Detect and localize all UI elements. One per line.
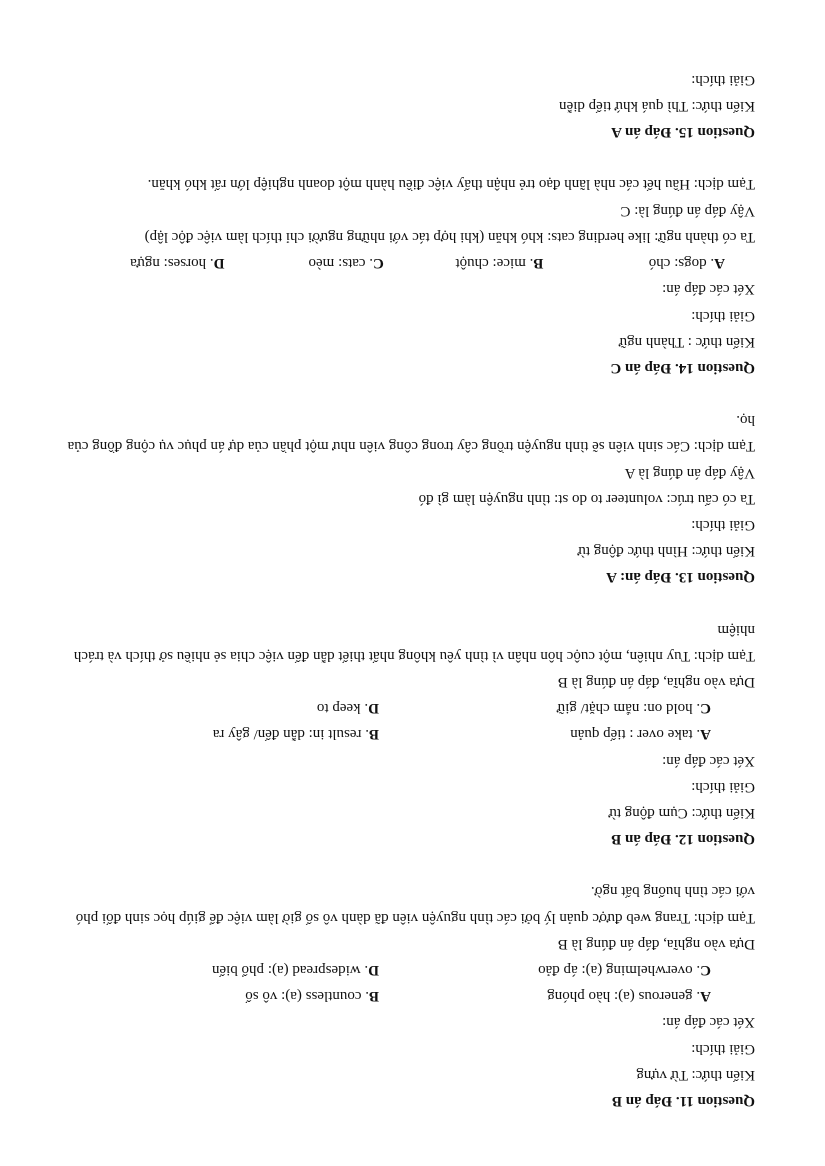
q14-review-label: Xét các đáp án: xyxy=(662,281,755,298)
q13-translation: Tạm dịch: Các sinh viên sẽ tình nguyện trồng cây trong công viên như một phần của dự án phục vụ cộng đồng của họ. xyxy=(67,412,755,455)
q11-option-d: D. widespread (a): phổ biến xyxy=(211,961,379,978)
q11-conclusion: Dựa vào nghĩa, đáp án đúng là B xyxy=(557,935,755,952)
q12-option-c: C. hold on: nắm chặt/ giữ xyxy=(557,700,711,717)
q11-knowledge: Kiến thức: Từ vựng xyxy=(636,1066,755,1083)
q12-review-label: Xét các đáp án: xyxy=(662,752,755,769)
q11-option-b: B. countless (a): vô số xyxy=(245,988,379,1005)
q13-conclusion: Vậy đáp án đúng là A xyxy=(624,464,755,481)
q13-explain-label: Giải thích: xyxy=(691,516,755,533)
q14-translation: Tạm dịch: Hầu hết các nhà lãnh đạo trẻ nhận thấy việc điều hành một doanh nghiệp lớn rất khó khăn. xyxy=(147,176,755,193)
q12-options-row-1 xyxy=(65,721,755,747)
q11-translation: Tạm dịch: Trang web được quản lý bởi các tình nguyện viên đã dành vô số giờ làm việc để giúp học sinh đối phó với các tình huống bất ngờ. xyxy=(75,883,755,926)
q11-review-label: Xét các đáp án: xyxy=(662,1014,755,1031)
answer-key-content xyxy=(65,67,755,1114)
q11-option-c: C. overwhelming (a): áp đảo xyxy=(538,961,711,978)
q14-explain-label: Giải thích: xyxy=(691,307,755,324)
q13-structure: Ta có cấu trúc: volunteer to do st: tình nguyện làm gì đó xyxy=(418,490,755,507)
q12-explain-label: Giải thích: xyxy=(691,778,755,795)
q12-knowledge: Kiến thức: Cụm động từ xyxy=(608,804,755,821)
q14-option-a: A. dogs: chó xyxy=(648,255,725,272)
q14-conclusion: Vậy đáp án đúng là: C xyxy=(620,202,755,219)
q13-knowledge: Kiến thức: Hình thức động từ xyxy=(577,543,755,560)
q12-option-d: D. keep to xyxy=(316,700,379,717)
q12-translation: Tạm dịch: Tuy nhiên, một cuộc hôn nhân vì tình yêu không nhất thiết dẫn đến việc chia sẻ nhiều sở thích và trách nhiệm xyxy=(73,621,755,664)
question-14-title: Question 14. Đáp án C xyxy=(610,359,755,376)
question-13-title: Question 13. Đáp án: A xyxy=(606,569,755,586)
question-11-title: Question 11. Đáp án B xyxy=(612,1093,755,1109)
q11-options-row-2 xyxy=(65,957,755,983)
q12-option-b: B. result in: dẫn đến/ gây ra xyxy=(212,726,379,743)
q14-option-b: B. mice: chuột xyxy=(455,255,544,272)
q12-conclusion: Dựa vào nghĩa, đáp án đúng là B xyxy=(557,673,755,690)
q14-knowledge: Kiến thức : Thành ngữ xyxy=(619,333,755,350)
question-12-title: Question 12. Đáp án B xyxy=(611,831,755,848)
q15-knowledge: Kiến thức: Thì quá khứ tiếp diễn xyxy=(559,98,755,115)
q14-option-c: C. cats: mèo xyxy=(308,255,384,272)
q12-option-a: A. take over : tiếp quản xyxy=(570,726,711,743)
q12-options-row-2 xyxy=(65,695,755,721)
q11-option-a: A. generous (a): hào phóng xyxy=(547,988,711,1005)
q11-options-row-1 xyxy=(65,983,755,1009)
q15-explain-label: Giải thích: xyxy=(691,71,755,88)
q14-option-d: D. horses: ngựa xyxy=(130,255,225,272)
q14-idiom: Ta có thành ngữ: like herding cats: khó khăn (khi hợp tác với những người chỉ thích làm việc độc lập) xyxy=(144,228,755,245)
q11-explain-label: Giải thích: xyxy=(691,1040,755,1057)
q14-options-row xyxy=(65,250,755,276)
question-15-title: Question 15. Đáp án A xyxy=(611,124,755,141)
